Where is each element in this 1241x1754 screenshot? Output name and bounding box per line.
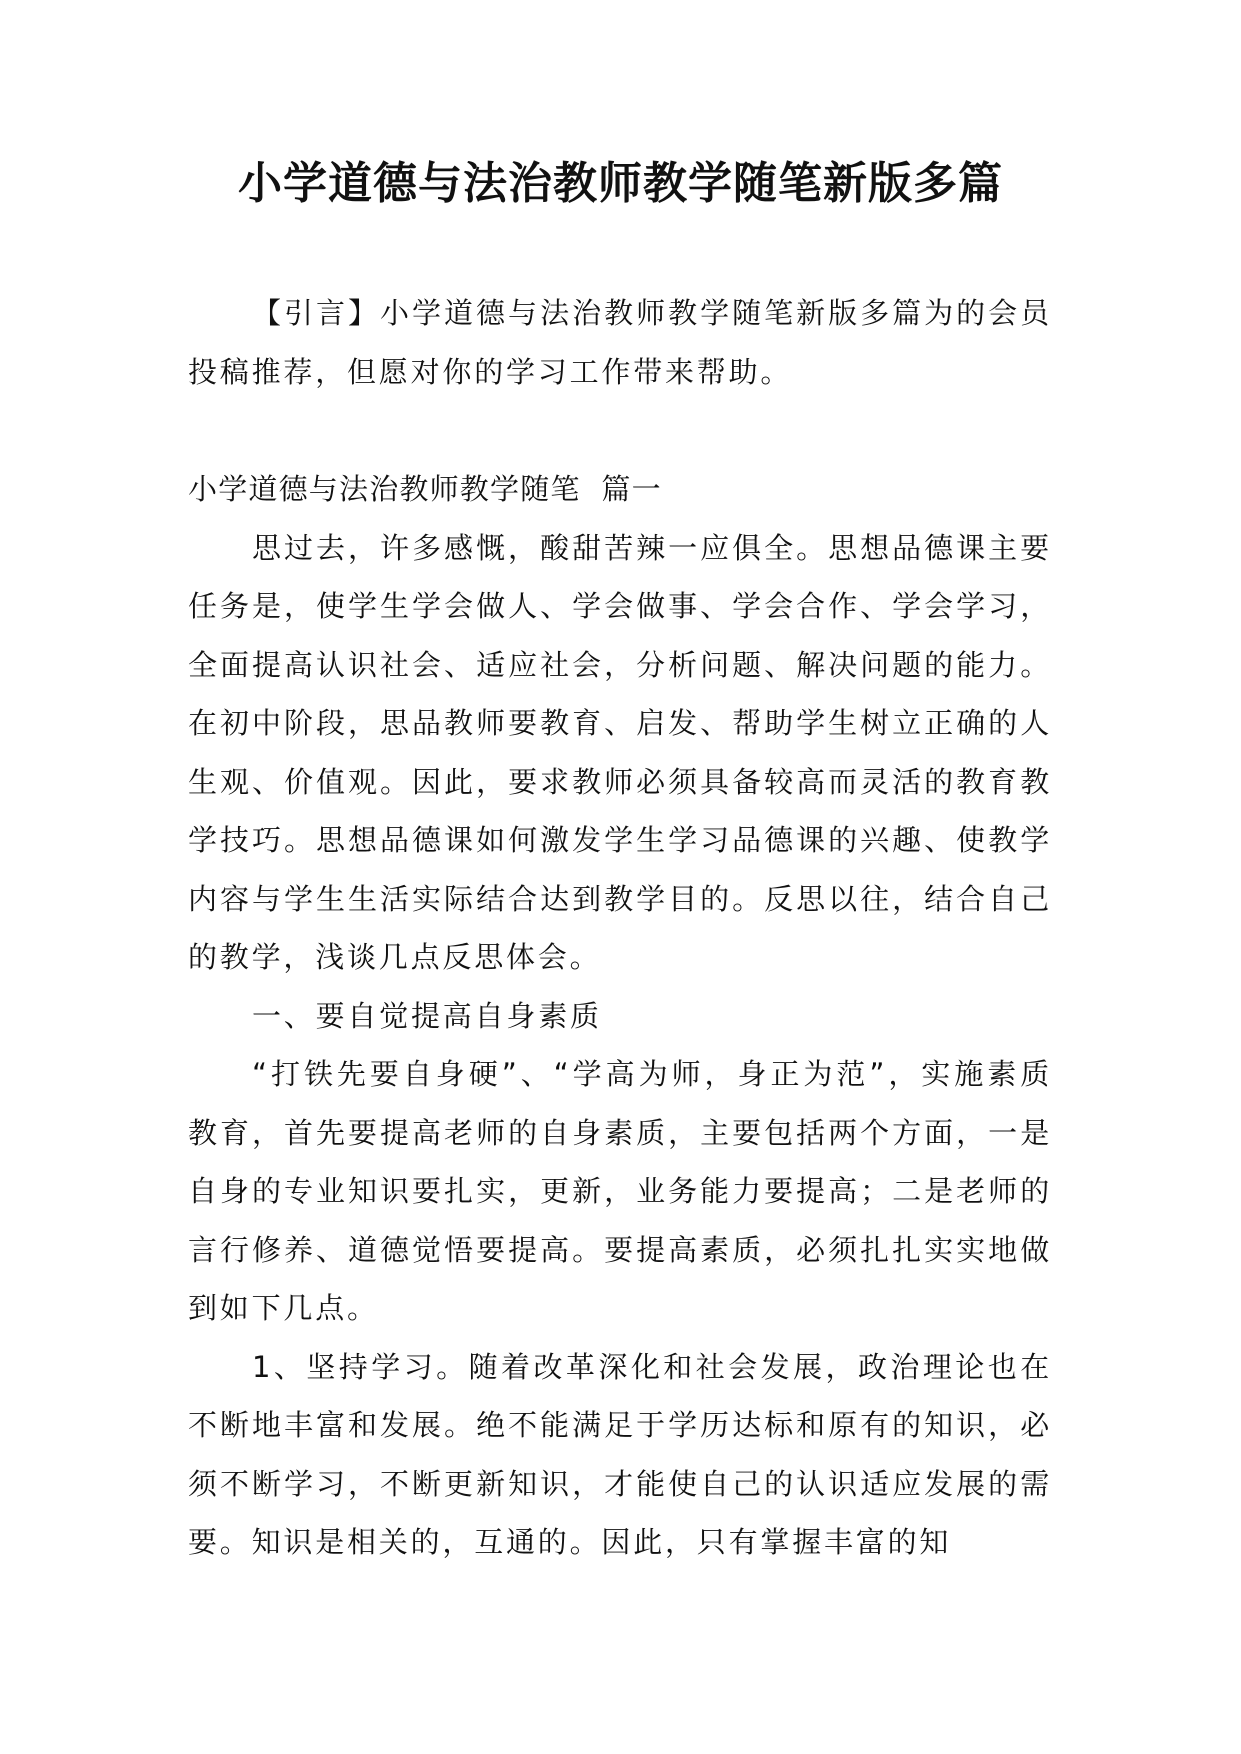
document-title: 小学道德与法治教师教学随笔新版多篇 xyxy=(238,158,1003,209)
body-paragraph-3: 1、坚持学习。随着改革深化和社会发展，政治理论也在不断地丰富和发展。绝不能满足于学历达标和原有的知识，必须不断学习，不断更新知识，才能使自己的认识适应发展的需要。知识是相关的，互通的。因此，只有掌握丰富的知 xyxy=(188,1349,1052,1559)
body-paragraph-1: 思过去，许多感慨，酸甜苦辣一应俱全。思想品德课主要任务是，使学生学会做人、学会做事、学会合作、学会学习，全面提高认识社会、适应社会，分析问题、解决问题的能力。在初中阶段，思品教师要教育、启发、帮助学生树立正确的人生观、价值观。因此，要求教师必须具备较高而灵活的教育教学技巧。思想品德课如何激发学生学习品德课的兴趣、使教学内容与学生生活实际结合达到教学目的。反思以往，结合自己的教学，浅谈几点反思体会。 xyxy=(188,530,1052,974)
document-body xyxy=(188,284,1052,1572)
body-paragraph-2: “打铁先要自身硬”、“学高为师，身正为范”，实施素质教育，首先要提高老师的自身素质，主要包括两个方面，一是自身的专业知识要扎实，更新，业务能力要提高；二是老师的言行修养、道德觉悟要提高。要提高素质，必须扎扎实实地做到如下几点。 xyxy=(188,1057,1052,1325)
section-heading: 小学道德与法治教师教学随笔 篇一 xyxy=(188,472,662,506)
subsection-heading: 一、要自觉提高自身素质 xyxy=(252,998,602,1033)
spacer xyxy=(188,401,1052,460)
intro-paragraph: 【引言】小学道德与法治教师教学随笔新版多篇为的会员投稿推荐，但愿对你的学习工作带来帮助。 xyxy=(188,296,1052,389)
